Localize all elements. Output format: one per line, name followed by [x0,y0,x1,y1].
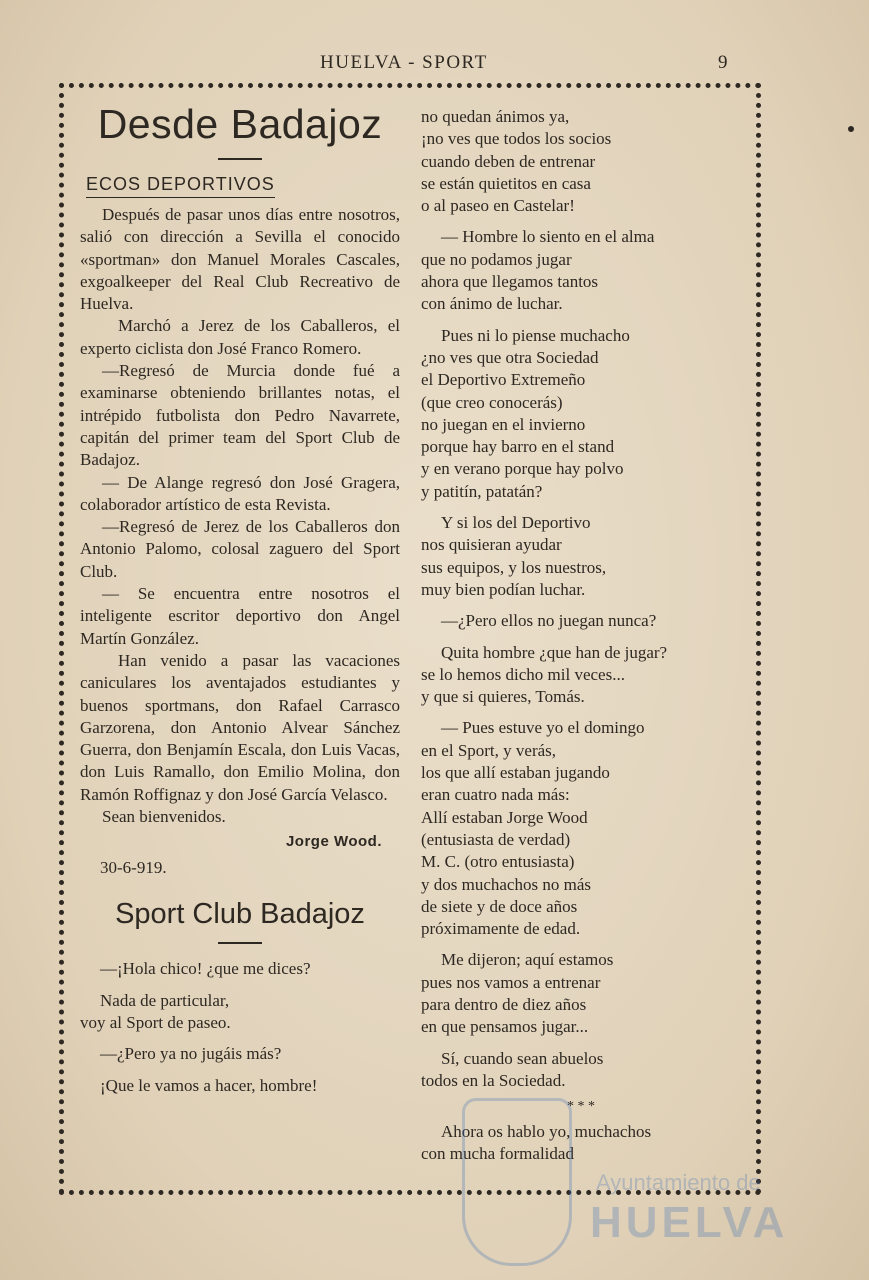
left-verses [80,958,400,1096]
ink-dot [848,126,854,132]
verse-stanza [421,949,741,1038]
paragraph: —Regresó de Murcia donde fué a examinarse obteniendo brillantes notas, el intrépido futbolista don Pedro Navarrete, capitán del primer team del Sport Club de Badajoz. [80,361,400,470]
verse-line: los que allí estaban jugando [421,763,610,783]
verse-stanza [80,958,400,980]
paragraph: Sean bienvenidos. [102,807,226,827]
verse-line: — Hombre lo siento en el alma [441,227,655,247]
verse-line: para dentro de diez años [421,994,587,1014]
verse-stanza [421,1048,741,1093]
signature: Jorge Wood. [285,833,382,851]
poem-title-rule [218,942,262,944]
verse-line: o al paseo en Castelar! [421,196,575,216]
verse-line: se lo hemos dicho mil veces... [421,664,625,684]
paragraph: Después de pasar unos días entre nosotros, salió con dirección a Sevilla el conocido «sportman» don Manuel Morales Cascales, exgoalkeeper del Real Club Recreativo de Huelva. [80,205,400,314]
paragraph: — De Alange regresó don José Gragera, colaborador artístico de esta Revista. [80,472,400,514]
verse-line: voy al Sport de paseo. [80,1012,231,1032]
verse-stanza [421,642,741,709]
article-title: Desde Badajoz [97,101,383,147]
verse-line: pues nos vamos a entrenar [421,972,601,992]
watermark-line1: Ayuntamiento de [596,1170,761,1195]
verse-line: Y si los del Deportivo [441,513,591,533]
verse-line: con ánimo de luchar. [421,294,563,314]
verse-line: ¡no ves que todos los socios [421,129,612,149]
verse-line: (entusiasta de verdad) [421,829,571,849]
final-verse [421,1121,741,1166]
verse-line: cuando deben de entrenar [421,151,596,171]
verse-stanza [421,325,741,503]
verse-stanza [421,226,741,315]
verse-line: en el Sport, y verás, [421,740,557,760]
dateline: 30-6-919. [100,858,167,878]
verse-line: y en verano porque hay polvo [421,459,624,479]
verse-line: se están quietitos en casa [421,173,591,193]
verse-line: Quita hombre ¿que han de jugar? [441,642,668,662]
verse-stanza [421,512,741,601]
verse-line: (que creo conocerás) [421,392,563,412]
watermark-line2: HUELVA [590,1198,789,1247]
verse-line: y patitín, patatán? [421,481,543,501]
verse-line: que no podamos jugar [421,249,572,269]
paragraph: —Regresó de Jerez de los Caballeros don Antonio Palomo, colosal zaguero del Sport Club. [80,517,400,581]
verse-line: sus equipos, y los nuestros, [421,557,607,577]
title-rule [218,158,262,160]
verse-line: ¡Que le vamos a hacer, hombre! [100,1075,318,1095]
verse-line: — Pues estuve yo el domingo [441,718,645,738]
verse-line: Pues ni lo piense muchacho [441,325,630,345]
poem-title: Sport Club Badajoz [115,898,365,931]
verse-line: y que si quieres, Tomás. [421,687,585,707]
verse-stanza [421,106,741,217]
verse-line: nos quisieran ayudar [421,535,562,555]
verse-stanza [80,1043,400,1065]
verse-line: todos en la Sociedad. [421,1070,566,1090]
verse-line: no juegan en el invierno [421,414,586,434]
paragraph: — Se encuentra entre nosotros el inteligente escritor deportivo don Angel Martín González. [80,584,400,648]
verse-line: ahora que llegamos tantos [421,272,599,292]
verse-line: eran cuatro nada más: [421,785,570,805]
verse-line: M. C. (otro entusiasta) [421,852,575,872]
verse-line: en que pensamos jugar... [421,1017,589,1037]
right-verses [421,106,741,1092]
verse-line: Ahora os hablo yo, muchachos [441,1122,652,1142]
verse-line: de siete y de doce años [421,896,578,916]
verse-line: ¿no ves que otra Sociedad [421,347,599,367]
verse-stanza [80,990,400,1035]
section-heading: ECOS DEPORTIVOS [86,174,275,198]
magazine-title: HUELVA - SPORT [320,52,488,73]
left-column [80,98,400,1106]
verse-stanza [421,610,741,632]
verse-stanza [421,1121,741,1166]
verse-line: Sí, cuando sean abuelos [441,1048,604,1068]
paragraph: Marchó a Jerez de los Caballeros, el experto ciclista don José Franco Romero. [80,316,400,358]
verse-line: —¿Pero ya no jugáis más? [100,1044,282,1064]
verse-line: con mucha formalidad [421,1144,574,1164]
verse-line: y dos muchachos no más [421,874,591,894]
verse-stanza [421,717,741,940]
section-stars: * * * [567,1099,595,1115]
paragraph: Han venido a pasar las vacaciones caniculares los aventajados estudiantes y buenos sportmans, don Rafael Carrasco Garzorena, don Antonio Alvear Sánchez Guerra, don Benjamín Escala, don Luis Vacas, don Luis Ramallo, don Emilio Molina, don Ramón Roffignaz y don José García Velasco. [80,650,400,804]
verse-line: el Deportivo Extremeño [421,370,586,390]
running-head [0,52,869,76]
verse-line: muy bien podían luchar. [421,579,586,599]
verse-line: Nada de particular, [100,990,230,1010]
page-number: 9 [718,52,728,73]
verse-line: —¿Pero ellos no juegan nunca? [441,611,657,631]
right-column [421,106,741,1175]
verse-line: Me dijeron; aquí estamos [441,950,614,970]
verse-line: próximamente de edad. [421,919,581,939]
verse-line: Allí estaban Jorge Wood [421,807,588,827]
verse-stanza [80,1075,400,1097]
verse-line: —¡Hola chico! ¿que me dices? [100,959,311,979]
verse-line: no quedan ánimos ya, [421,107,570,126]
verse-line: porque hay barro en el stand [421,437,615,457]
